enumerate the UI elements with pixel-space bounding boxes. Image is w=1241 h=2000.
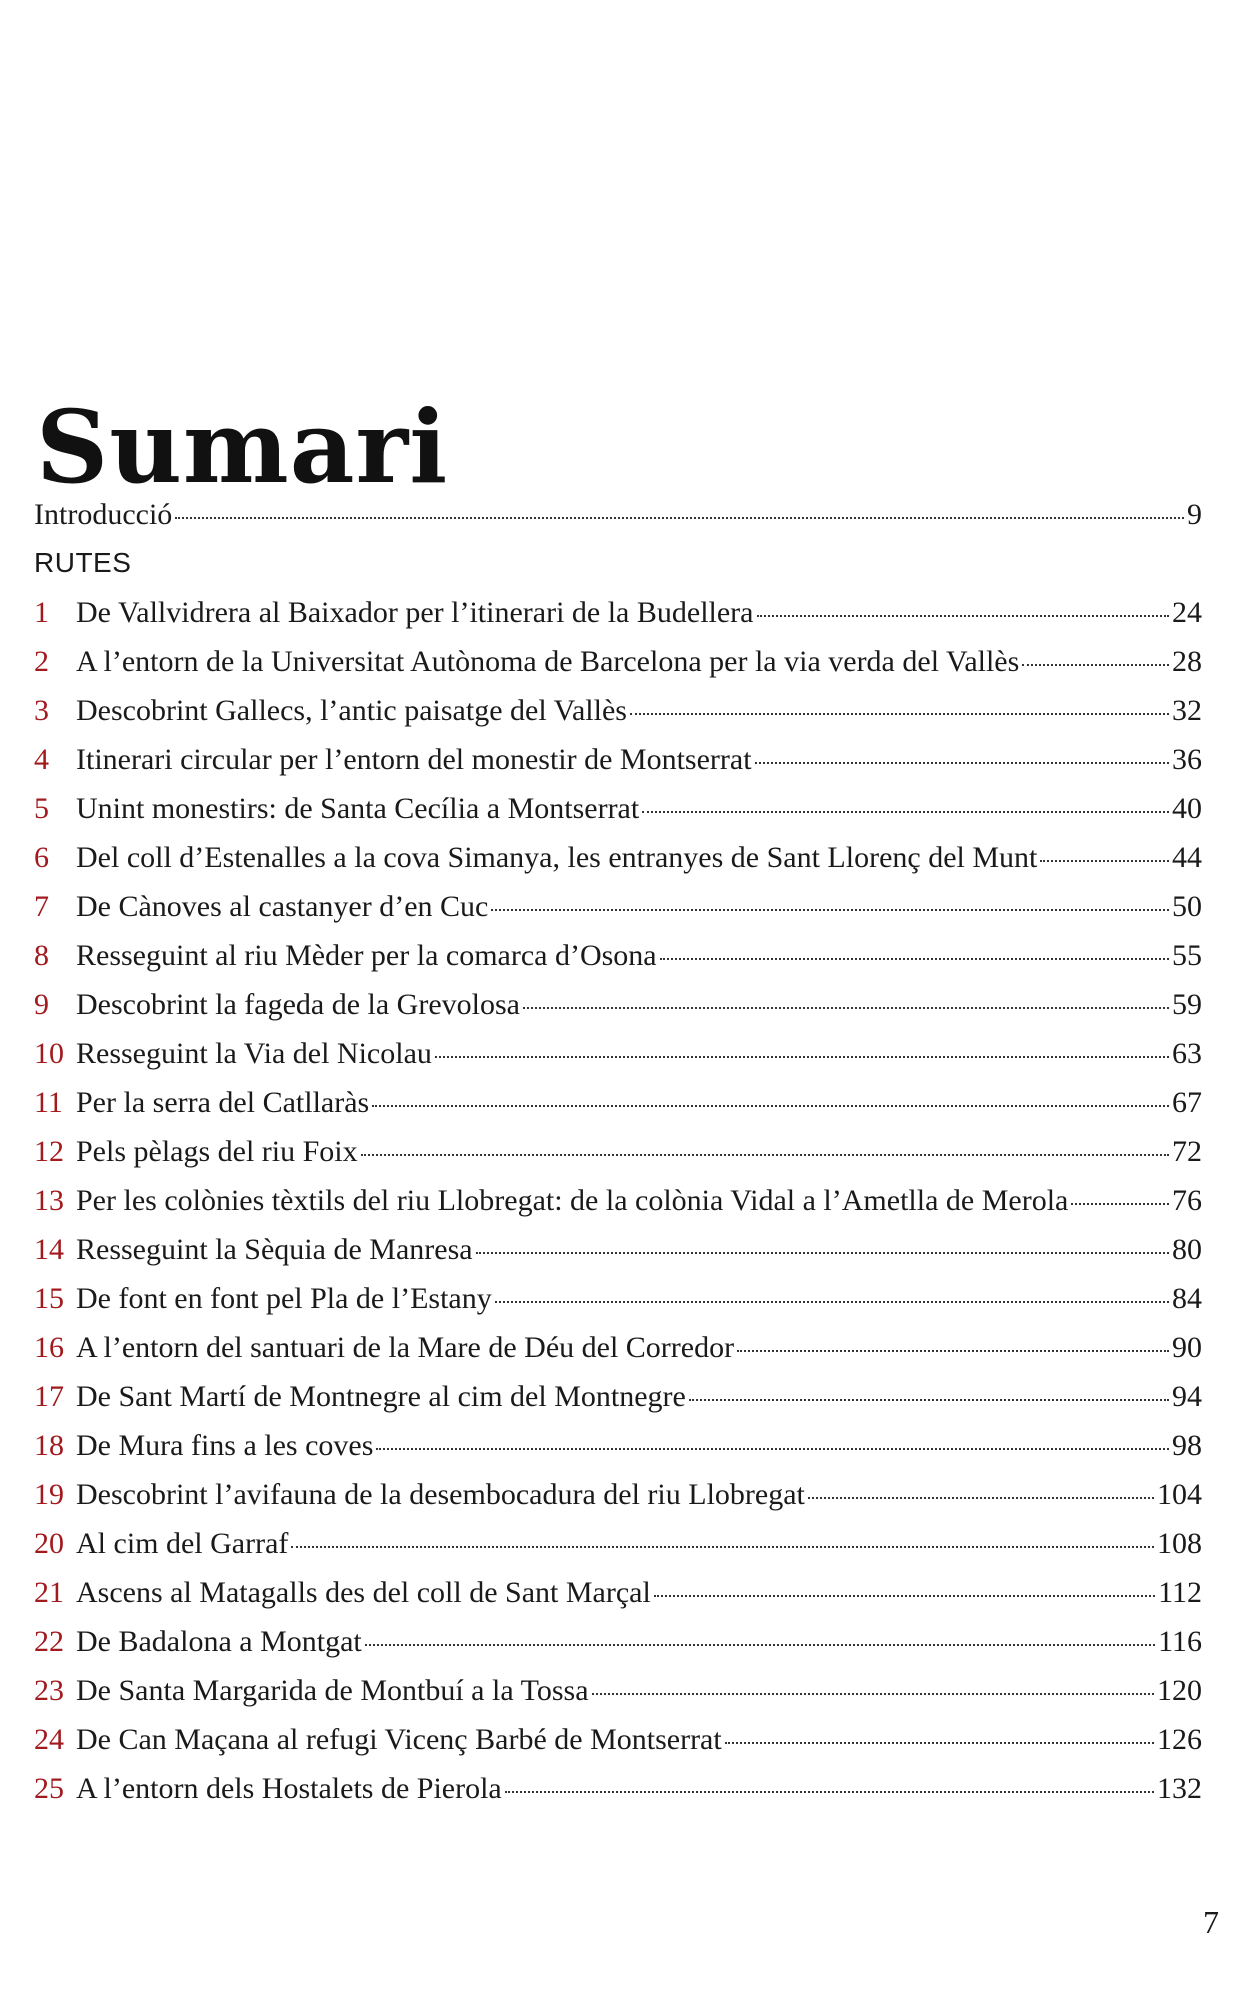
toc-entry[interactable] xyxy=(34,1184,1202,1233)
toc-entry[interactable] xyxy=(34,694,1202,743)
toc-entry-page: 120 xyxy=(1157,1674,1202,1707)
toc-entry-number: 24 xyxy=(34,1723,64,1756)
leader-dots xyxy=(491,908,1169,911)
toc-entry[interactable] xyxy=(34,645,1202,694)
leader-dots xyxy=(361,1153,1169,1156)
leader-dots xyxy=(1040,859,1169,862)
toc-entry-number: 23 xyxy=(34,1674,64,1707)
toc-entry-title: Resseguint la Via del Nicolau xyxy=(76,1037,432,1070)
section-heading: RUTES xyxy=(34,547,132,578)
toc-entry[interactable] xyxy=(34,1429,1202,1478)
toc-entry-title: Unint monestirs: de Santa Cecília a Montserrat xyxy=(76,792,640,825)
toc-entry[interactable] xyxy=(34,1086,1202,1135)
table-of-contents xyxy=(34,498,1202,1821)
toc-entry-page: 108 xyxy=(1157,1527,1202,1560)
toc-entry[interactable] xyxy=(34,792,1202,841)
toc-entry-title: Pels pèlags del riu Foix xyxy=(76,1135,358,1168)
leader-dots xyxy=(365,1643,1155,1646)
toc-entry-title: Descobrint l’avifauna de la desembocadura del riu Llobregat xyxy=(76,1478,805,1511)
leader-dots xyxy=(642,810,1169,813)
leader-dots xyxy=(654,1594,1155,1597)
toc-entry-title: De Mura fins a les coves xyxy=(76,1429,374,1462)
toc-entry-page: 72 xyxy=(1172,1135,1202,1168)
toc-entry-number: 11 xyxy=(34,1086,63,1119)
toc-entry-number: 14 xyxy=(34,1233,64,1266)
toc-entries xyxy=(34,596,1202,1821)
toc-entry-title: Descobrint Gallecs, l’antic paisatge del Vallès xyxy=(76,694,627,727)
toc-entry-page: 94 xyxy=(1172,1380,1202,1413)
toc-entry-page: 104 xyxy=(1157,1478,1202,1511)
toc-intro-label: Introducció xyxy=(34,498,173,531)
toc-entry[interactable] xyxy=(34,1723,1202,1772)
toc-entry[interactable] xyxy=(34,1527,1202,1576)
toc-entry-number: 18 xyxy=(34,1429,64,1462)
toc-entry-title: A l’entorn dels Hostalets de Pierola xyxy=(76,1772,502,1805)
toc-entry-page: 76 xyxy=(1172,1184,1202,1217)
toc-entry-page: 50 xyxy=(1172,890,1202,923)
toc-entry-page: 116 xyxy=(1158,1625,1202,1658)
leader-dots xyxy=(1071,1202,1169,1205)
toc-entry-number: 12 xyxy=(34,1135,64,1168)
leader-dots xyxy=(755,761,1169,764)
toc-entry[interactable] xyxy=(34,939,1202,988)
toc-entry-number: 19 xyxy=(34,1478,64,1511)
toc-entry-page: 36 xyxy=(1172,743,1202,776)
toc-entry-number: 16 xyxy=(34,1331,64,1364)
toc-entry-number: 4 xyxy=(34,743,49,776)
toc-entry-page: 55 xyxy=(1172,939,1202,972)
toc-entry[interactable] xyxy=(34,743,1202,792)
toc-entry[interactable] xyxy=(34,1233,1202,1282)
toc-entry[interactable] xyxy=(34,596,1202,645)
toc-entry[interactable] xyxy=(34,890,1202,939)
toc-entry[interactable] xyxy=(34,988,1202,1037)
page-number: 7 xyxy=(1203,1904,1219,1940)
leader-dots xyxy=(376,1447,1169,1450)
toc-entry-title: Per la serra del Catllaràs xyxy=(76,1086,370,1119)
leader-dots xyxy=(725,1741,1154,1744)
leader-dots xyxy=(808,1496,1154,1499)
toc-entry-title: De Santa Margarida de Montbuí a la Tossa xyxy=(76,1674,589,1707)
toc-entry-page: 90 xyxy=(1172,1331,1202,1364)
toc-entry-number: 2 xyxy=(34,645,49,678)
toc-entry-title: Descobrint la fageda de la Grevolosa xyxy=(76,988,520,1021)
toc-entry-page: 126 xyxy=(1157,1723,1202,1756)
toc-entry-page: 80 xyxy=(1172,1233,1202,1266)
toc-entry-number: 7 xyxy=(34,890,49,923)
toc-entry-page: 32 xyxy=(1172,694,1202,727)
toc-intro-page: 9 xyxy=(1187,498,1202,531)
toc-entry-number: 5 xyxy=(34,792,49,825)
toc-entry-number: 15 xyxy=(34,1282,64,1315)
leader-dots xyxy=(630,712,1169,715)
toc-entry[interactable] xyxy=(34,1380,1202,1429)
leader-dots xyxy=(495,1300,1169,1303)
toc-entry-number: 21 xyxy=(34,1576,64,1609)
toc-entry-page: 112 xyxy=(1158,1576,1202,1609)
leader-dots xyxy=(505,1790,1154,1793)
page-title: Sumari xyxy=(36,388,449,506)
toc-entry-number: 22 xyxy=(34,1625,64,1658)
toc-entry-number: 1 xyxy=(34,596,49,629)
leader-dots xyxy=(689,1398,1169,1401)
toc-entry[interactable] xyxy=(34,1576,1202,1625)
toc-entry[interactable] xyxy=(34,1772,1202,1821)
leader-dots xyxy=(737,1349,1169,1352)
toc-entry-page: 44 xyxy=(1172,841,1202,874)
toc-entry-number: 13 xyxy=(34,1184,64,1217)
toc-entry-title: A l’entorn de la Universitat Autònoma de Barcelona per la via verda del Vallès xyxy=(76,645,1020,678)
leader-dots xyxy=(757,614,1170,617)
toc-entry[interactable] xyxy=(34,1674,1202,1723)
toc-entry-number: 3 xyxy=(34,694,49,727)
toc-entry-title: Resseguint al riu Mèder per la comarca d’Osona xyxy=(76,939,657,972)
toc-entry-page: 63 xyxy=(1172,1037,1202,1070)
toc-entry-title: De Sant Martí de Montnegre al cim del Montnegre xyxy=(76,1380,686,1413)
toc-entry[interactable] xyxy=(34,1135,1202,1184)
toc-entry-title: De Badalona a Montgat xyxy=(76,1625,362,1658)
toc-entry[interactable] xyxy=(34,1478,1202,1527)
leader-dots xyxy=(523,1006,1169,1009)
toc-entry-number: 17 xyxy=(34,1380,64,1413)
toc-entry-page: 40 xyxy=(1172,792,1202,825)
leader-dots xyxy=(372,1104,1169,1107)
toc-entry-title: Per les colònies tèxtils del riu Llobregat: de la colònia Vidal a l’Ametlla de Merola xyxy=(76,1184,1069,1217)
toc-entry-title: A l’entorn del santuari de la Mare de Déu del Corredor xyxy=(76,1331,735,1364)
toc-entry-page: 28 xyxy=(1172,645,1202,678)
toc-entry-number: 8 xyxy=(34,939,49,972)
leader-dots xyxy=(592,1692,1154,1695)
toc-entry-page: 24 xyxy=(1172,596,1202,629)
toc-entry-title: Al cim del Garraf xyxy=(76,1527,289,1560)
toc-entry-number: 6 xyxy=(34,841,49,874)
toc-entry-title: De Vallvidrera al Baixador per l’itinerari de la Budellera xyxy=(76,596,754,629)
toc-entry-page: 84 xyxy=(1172,1282,1202,1315)
toc-entry-title: De Can Maçana al refugi Vicenç Barbé de Montserrat xyxy=(76,1723,722,1756)
toc-entry-page: 98 xyxy=(1172,1429,1202,1462)
toc-entry[interactable] xyxy=(34,841,1202,890)
toc-entry[interactable] xyxy=(34,1037,1202,1086)
toc-entry-number: 20 xyxy=(34,1527,64,1560)
leader-dots xyxy=(291,1545,1154,1548)
toc-entry-title: De Cànoves al castanyer d’en Cuc xyxy=(76,890,489,923)
toc-entry-page: 59 xyxy=(1172,988,1202,1021)
toc-entry-number: 25 xyxy=(34,1772,64,1805)
toc-entry-title: Resseguint la Sèquia de Manresa xyxy=(76,1233,473,1266)
toc-entry-title: Del coll d’Estenalles a la cova Simanya, les entranyes de Sant Llorenç del Munt xyxy=(76,841,1038,874)
leader-dots xyxy=(435,1055,1169,1058)
toc-entry[interactable] xyxy=(34,1282,1202,1331)
toc-entry-number: 9 xyxy=(34,988,49,1021)
toc-entry-number: 10 xyxy=(34,1037,64,1070)
leader-dots xyxy=(476,1251,1169,1254)
toc-entry[interactable] xyxy=(34,1625,1202,1674)
toc-entry-title: Ascens al Matagalls des del coll de Sant Marçal xyxy=(76,1576,651,1609)
leader-dots xyxy=(1022,663,1169,666)
toc-entry-page: 132 xyxy=(1157,1772,1202,1805)
toc-entry[interactable] xyxy=(34,1331,1202,1380)
toc-intro-row[interactable] xyxy=(34,498,1202,547)
toc-entry-title: Itinerari circular per l’entorn del monestir de Montserrat xyxy=(76,743,752,776)
leader-dots xyxy=(175,516,1184,519)
toc-entry-title: De font en font pel Pla de l’Estany xyxy=(76,1282,492,1315)
toc-entry-page: 67 xyxy=(1172,1086,1202,1119)
leader-dots xyxy=(660,957,1169,960)
